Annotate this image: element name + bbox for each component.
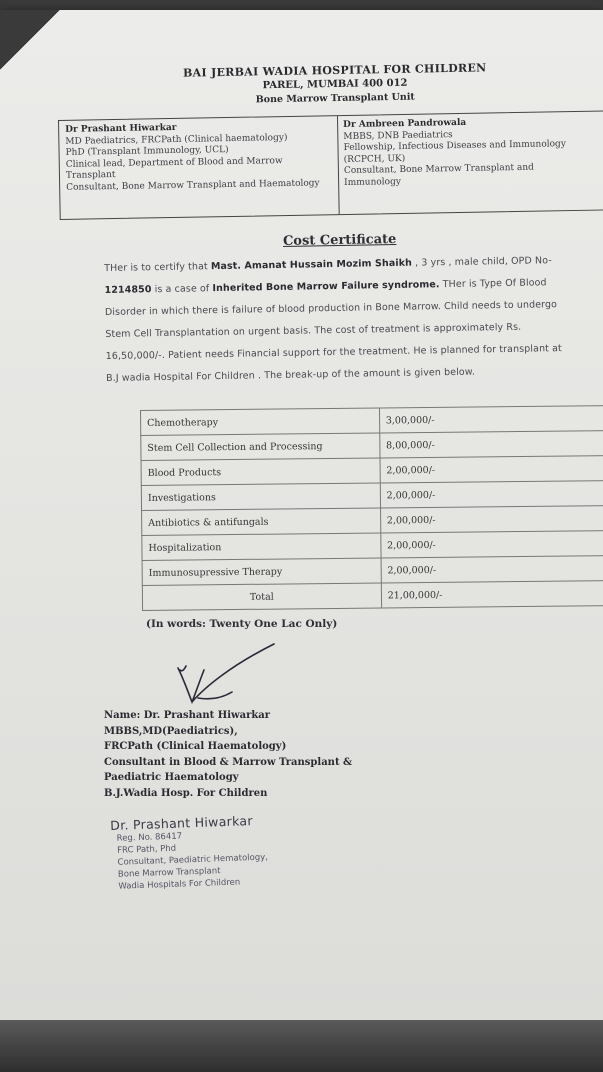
cost-item: Chemotherapy [141,408,380,435]
doctor-left [65,120,334,194]
doctor-left-line: Consultant, Bone Marrow Transplant and Haematology [66,177,320,193]
signatory-line: Consultant in Blood & Marrow Transplant & [104,756,353,768]
doctor-right-line: MBBS, DNB Paediatrics [343,129,453,142]
stamp-line: Wadia Hospitals For Children [118,877,241,892]
cost-amount: 2,00,000/- [380,456,603,483]
patient-name: Mast. Amanat Hussain Mozim Shaikh [210,257,413,273]
doctor-right-line: Immunology [344,176,401,188]
signatory-line: Name: Dr. Prashant Hiwarkar [104,710,271,721]
cost-amount: 2,00,000/- [381,556,603,583]
total-amount: 21,00,000/- [381,581,603,608]
doctor-left-line: Transplant [65,170,116,181]
cost-item: Stem Cell Collection and Processing [141,433,380,460]
total-row [142,581,603,611]
stamp-line: Reg. No. 86417 [116,831,183,844]
doctor-stamp [110,813,269,893]
doctor-right-line: Consultant, Bone Marrow Transplant and [343,162,534,177]
diagnosis: Inherited Bone Marrow Failure syndrome. [212,279,440,295]
doctor-right-line: Fellowship, Infectious Diseases and Immunology [343,139,566,154]
hospital-address: PAREL, MUMBAI 400 012 [262,77,408,92]
cost-amount: 3,00,000/- [379,406,603,433]
doctor-right-line: (RCPCH, UK) [343,153,406,165]
stamp-name: Dr. Prashant Hiwarkar [110,813,254,833]
certificate-title: Cost Certificate [282,232,397,249]
cost-item: Investigations [141,483,380,510]
body-text: THer is Type Of Blood Disorder in which there is failure of blood production in Bone Marrow. Child needs to undergo Stem Cell Transplantation on urgent basis. The cost of treatment is approximately Rs. 16,50,000/-. Patient needs Financial support for the treatment. He is planned for transplant at B.J wadia Hospital For Children . The break-up of the amount is given below. [104,277,562,384]
doctor-left-line: MD Paediatrics, FRCPath (Clinical haematology) [65,132,288,147]
cost-item: Hospitalization [142,533,381,560]
cost-amount: 8,00,000/- [379,431,603,458]
signatory-line: B.J.Wadia Hosp. For Children [104,787,268,799]
body-text: , 3 yrs , male child, OPD No- [411,255,552,269]
cost-breakup-table [140,405,603,611]
cost-item: Blood Products [141,458,380,485]
body-text: THer is to certify that [104,261,212,274]
unit-name: Bone Marrow Transplant Unit [255,91,415,106]
cost-item: Immunosupressive Therapy [142,558,381,585]
amount-in-words: (In words: Twenty One Lac Only) [146,618,338,630]
cost-amount: 2,00,000/- [380,481,603,508]
column-divider [337,116,340,214]
doctor-left-line: PhD (Transplant Immunology, UCL) [65,145,229,158]
signatory-details [104,708,352,801]
signatory-line: FRCPath (Clinical Haematology) [104,741,287,752]
stamp-line: FRC Path, Phd [116,843,177,856]
doctor-right [343,115,603,189]
doctor-left-name: Dr Prashant Hiwarkar [65,122,177,135]
body-text: is a case of [151,283,213,296]
stamp-line: Bone Marrow Transplant [117,866,221,880]
signatory-line: Paediatric Haematology [104,772,239,783]
opd-number: 1214850 [104,284,152,296]
cost-item: Antibiotics & antifungals [142,508,381,535]
handwritten-signature [170,640,280,710]
cost-amount: 2,00,000/- [381,531,603,558]
letterhead [120,60,551,109]
total-label: Total [142,583,381,610]
certificate-body [104,250,570,390]
stamp-line: Consultant, Paediatric Hematology, [117,852,269,868]
hospital-name: BAI JERBAI WADIA HOSPITAL FOR CHILDREN [182,61,487,80]
cost-amount: 2,00,000/- [380,506,603,533]
signatory-line: MBBS,MD(Paediatrics), [104,725,238,737]
doctors-box [58,110,603,220]
doctor-right-name: Dr Ambreen Pandrowala [343,117,467,131]
doctor-left-line: Clinical lead, Department of Blood and Marrow [65,155,283,170]
background-surface [0,1020,603,1072]
